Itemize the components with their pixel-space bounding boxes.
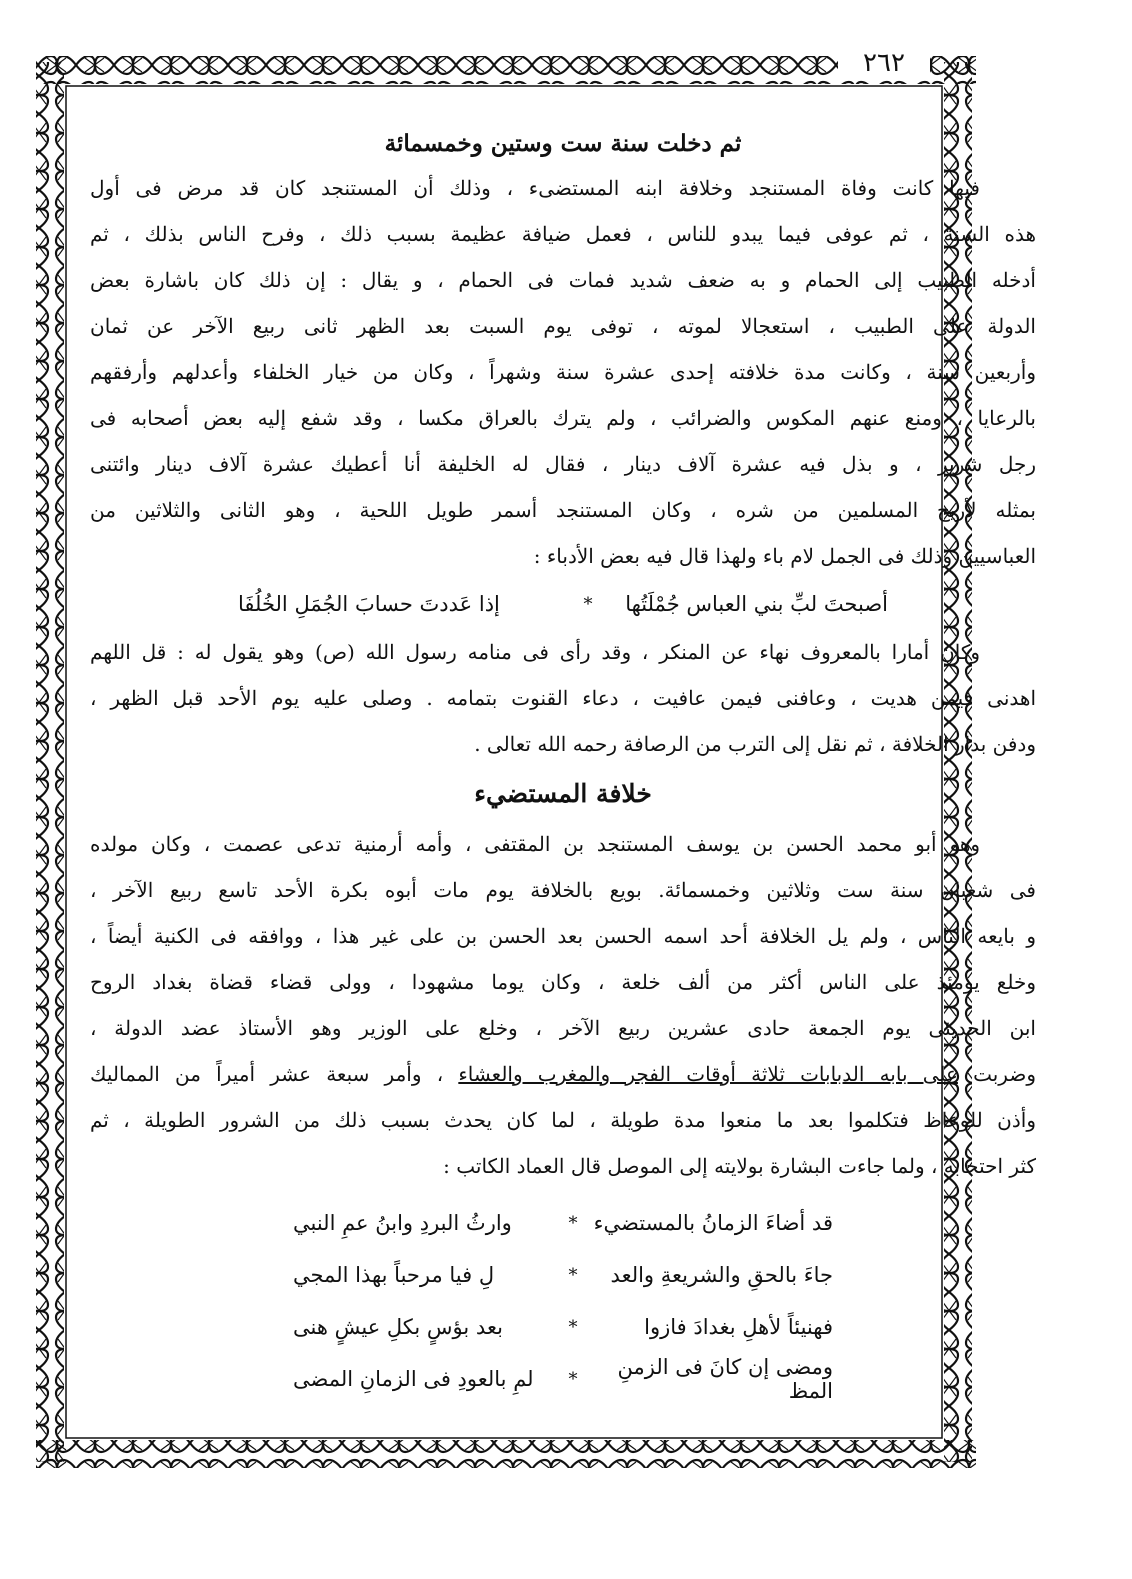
verse-second-half: إذا عَددتَ حسابَ الجُمَلِ الخُلُفَا <box>238 592 500 616</box>
poem-verse <box>90 1353 1036 1405</box>
text-line: فى شعبان سنة ست وثلاثين وخمسمائة. بويع بالخلافة يوم مات أبوه بكرة الأحد تاسع ربيع الآخر ، <box>90 878 1036 902</box>
text-line: وكان أمارا بالمعروف نهاء عن المنكر ، وقد رأى فى منامه رسول الله (ص) وهو يقول له : قل اللهم <box>90 640 980 664</box>
verse-separator: * <box>568 1264 578 1286</box>
verse-separator: * <box>583 593 593 615</box>
text-line: ودفن بدار الخلافة ، ثم نقل إلى الترب من الرصافة رحمه الله تعالى . <box>474 732 1036 756</box>
verse-first-half: فهنيئاً لأهلِ بغدادَ فازوا <box>644 1315 833 1339</box>
verse-first-half: قد أضاءَ الزمانُ بالمستضيء <box>593 1211 833 1235</box>
verse-second-half: لمِ بالعودِ فى الزمانِ المضى <box>293 1367 534 1391</box>
text-line: وهو أبو محمد الحسن بن يوسف المستنجد بن المقتفى ، وأمه أرمنية تدعى عصمت ، وكان مولده <box>90 832 980 856</box>
verse-second-half: لِ فيا مرحباً بهذا المجي <box>293 1263 495 1287</box>
text-line: رجل شرير ، و بذل فيه عشرة آلاف دينار ، فقال له الخليفة أنا أعطيك عشرة آلاف دينار وائتنى <box>90 452 1036 476</box>
year-heading: ثم دخلت سنة ست وستين وخمسمائة <box>384 130 742 157</box>
verse-separator: * <box>568 1212 578 1234</box>
underlined-text: على بابه الدبابات ثلاثة أوقات الفجر والمغرب والعشاء <box>458 1062 958 1086</box>
verse-first-half: أصبحتَ لبِّ بني العباس جُمْلَتُها <box>625 592 888 616</box>
text-run: وضربت <box>957 1062 1036 1086</box>
paragraph-death-of-mustanjid <box>90 165 1036 579</box>
text-line: ابن الحديثى يوم الجمعة حادى عشرين ربيع الآخر ، وخلع على الوزير وهو الأستاذ عضد الدولة ، <box>90 1016 1036 1040</box>
text-line: هذه السنة ، ثم عوفى فيما يبدو للناس ، فعمل ضيافة عظيمة بسبب ذلك ، وفرح الناس بذلك ، ثم <box>90 222 1036 246</box>
page-content <box>90 118 1036 1428</box>
section-title: خلافة المستضيء <box>474 779 652 808</box>
text-line: وأذن للوعاظ فتكلموا بعد ما منعوا مدة طويلة ، لما كان يحدث بسبب ذلك من الشرور الطويلة ، ثم <box>90 1108 1036 1132</box>
text-line: كثر احتجابه ، ولما جاءت البشارة بولايته إلى الموصل قال العماد الكاتب : <box>443 1154 1036 1178</box>
page-number: ٢٦٢ <box>838 48 930 78</box>
poem-verse <box>90 1197 1036 1249</box>
poem <box>90 1197 1036 1405</box>
text-line: الدولة على الطبيب ، استعجالا لموته ، توفى يوم السبت بعد الظهر ثانى ربيع الآخر عن ثمان <box>90 314 1036 338</box>
paragraph-mustadi <box>90 821 1036 1189</box>
text-line-underlined <box>90 1051 1036 1097</box>
verse-second-half: وارثُ البردِ وابنُ عمِ النبي <box>293 1211 512 1235</box>
verse-first-half: جاءَ بالحقِ والشريعةِ والعد <box>610 1263 833 1287</box>
text-run: ، وأمر سبعة عشر أميراً من المماليك <box>90 1062 459 1086</box>
text-line: وخلع يومئذ على الناس أكثر من ألف خلعة ، وكان يوما مشهودا ، وولى قضاء قضاة بغداد الروح <box>90 970 1036 994</box>
text-line: بالرعايا ، ومنع عنهم المكوس والضرائب ، ولم يترك بالعراق مكسا ، وقد شفع إليه بعض أصحابه فى <box>90 406 1036 430</box>
paragraph-virtues <box>90 629 1036 767</box>
text-line: اهدنى فيمن هديت ، وعافنى فيمن عافيت ، دعاء القنوت بتمامه . وصلى عليه يوم الأحد قبل الظهر ، <box>90 686 1036 710</box>
text-line: و بايعه الناس ، ولم يل الخلافة أحد اسمه الحسن بعد الحسن بن على غير هذا ، ووافقه فى الكنية أيضاً ، <box>90 924 1036 948</box>
text-line: وأربعين سنة ، وكانت مدة خلافته إحدى عشرة سنة وشهراً ، وكان من خيار الخلفاء وأعدلهم وأرفقهم <box>90 360 1036 384</box>
text-line: بمثله لأريح المسلمين من شره ، وكان المستنجد أسمر طويل اللحية ، وهو الثانى والثلاثين من <box>90 498 1036 522</box>
text-line: العباسيين وذلك فى الجمل لام باء ولهذا قال فيه بعض الأدباء : <box>533 544 1036 568</box>
poem-verse <box>90 1249 1036 1301</box>
poem-verse <box>90 579 1036 629</box>
text-line: فيها كانت وفاة المستنجد وخلافة ابنه المستضىء ، وذلك أن المستنجد كان قد مرض فى أول <box>90 176 980 200</box>
text-line: أدخله الطبيب إلى الحمام و به ضعف شديد فمات فى الحمام ، و يقال : إن ذلك كان باشارة بعض <box>90 268 1036 292</box>
verse-first-half: ومضى إن كانَ فى الزمنِ المظ <box>617 1355 833 1403</box>
verse-second-half: بعد بؤسٍ بكلِ عيشٍ هنى <box>293 1315 503 1339</box>
verse-separator: * <box>568 1368 578 1390</box>
poem-verse <box>90 1301 1036 1353</box>
verse-separator: * <box>568 1316 578 1338</box>
